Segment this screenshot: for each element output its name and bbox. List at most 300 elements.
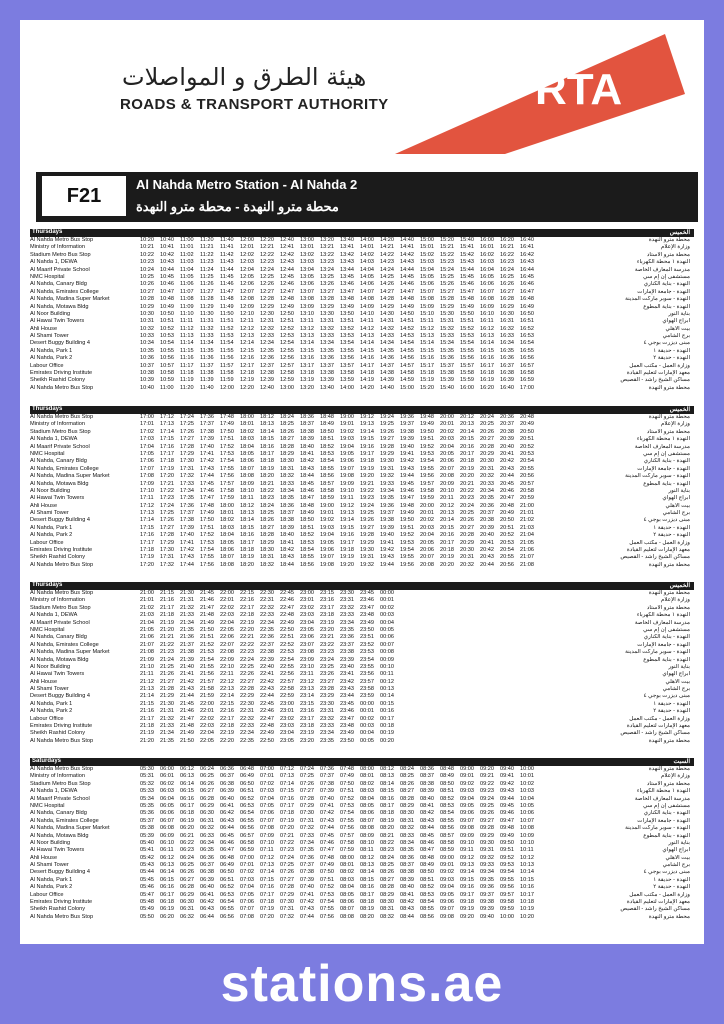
departure-time: 11:56: [220, 355, 234, 362]
departure-time: 06:56: [220, 913, 234, 920]
departure-time: 12:32: [260, 325, 274, 332]
stop-name: Al Nahda Metro Bus Stop: [30, 384, 94, 391]
departure-time: 12:29: [260, 303, 274, 310]
departure-time: 17:09: [140, 480, 154, 487]
departure-time: 09:47: [500, 817, 514, 824]
departure-time: 18:39: [300, 436, 314, 443]
departure-time: 18:31: [280, 465, 294, 472]
departure-time: 14:49: [400, 303, 414, 310]
stop-name-arabic: محطة مترو الاستاد: [646, 604, 690, 611]
table-row: [30, 730, 694, 737]
departure-time: 11:37: [200, 362, 214, 369]
departure-time: 20:34: [480, 487, 494, 494]
table-row: [30, 414, 694, 421]
departure-time: 17:44: [180, 561, 194, 568]
departure-time: 22:01: [220, 597, 234, 604]
departure-time: 09:06: [440, 899, 454, 906]
departure-time: 20:32: [480, 473, 494, 480]
departure-time: 06:39: [200, 876, 214, 883]
departure-time: 13:03: [300, 259, 314, 266]
departure-time: 11:43: [220, 259, 234, 266]
departure-time: 19:50: [400, 517, 414, 524]
departure-time: 07:35: [300, 847, 314, 854]
departure-time: 14:14: [360, 340, 374, 347]
departure-times: [140, 554, 560, 561]
departure-time: 09:41: [500, 773, 514, 780]
departure-time: 23:53: [360, 649, 374, 656]
departure-time: 17:37: [200, 421, 214, 428]
departure-time: 20:48: [520, 414, 534, 420]
departure-time: 14:52: [400, 325, 414, 332]
departure-time: 06:10: [160, 839, 174, 846]
departure-time: 10:15: [520, 876, 534, 883]
departure-time: 06:23: [180, 847, 194, 854]
departure-time: 20:13: [440, 510, 454, 517]
departure-time: 17:17: [140, 539, 154, 546]
departure-time: 14:40: [400, 237, 414, 243]
departure-time: 17:18: [160, 458, 174, 465]
table-row: [30, 532, 694, 539]
departure-time: 06:28: [200, 795, 214, 802]
departure-times: [140, 701, 560, 708]
departure-time: 20:43: [500, 465, 514, 472]
stop-name: Sheikh Rashid Colony: [30, 906, 86, 913]
departure-times: [140, 847, 560, 854]
departure-time: 12:53: [280, 333, 294, 340]
departure-time: 09:51: [500, 847, 514, 854]
departure-times: [140, 289, 560, 296]
departure-time: 22:02: [220, 604, 234, 611]
departure-time: 18:40: [300, 443, 314, 450]
departure-time: 23:45: [360, 590, 374, 596]
departure-time: 07:50: [340, 780, 354, 787]
departure-time: 11:59: [220, 377, 234, 384]
stop-name-arabic: النهدة - حديقة ٢: [653, 532, 690, 539]
stop-name: Al Noor Building: [30, 663, 71, 670]
departure-time: 06:26: [180, 869, 194, 876]
departure-time: 08:43: [400, 906, 414, 913]
departure-time: 21:06: [140, 634, 154, 641]
departure-time: 21:37: [180, 641, 194, 648]
departure-time: 18:06: [240, 458, 254, 465]
table-row: [30, 862, 694, 869]
departure-time: 05:45: [140, 876, 154, 883]
departure-time: 15:03: [420, 259, 434, 266]
departure-time: 21:38: [180, 649, 194, 656]
departure-time: 22:03: [200, 723, 214, 730]
departure-time: 22:25: [240, 663, 254, 670]
departure-time: 18:48: [300, 502, 314, 509]
departure-time: 11:02: [180, 251, 194, 258]
departure-time: 07:26: [280, 869, 294, 876]
departure-time: 17:28: [180, 443, 194, 450]
departure-time: 17:58: [220, 487, 234, 494]
departure-time: 19:09: [340, 480, 354, 487]
departure-time: 11:40: [200, 384, 214, 391]
departure-time: 18:18: [240, 547, 254, 554]
departure-time: 21:17: [160, 604, 174, 611]
departure-time: 09:30: [480, 839, 494, 846]
departure-time: 07:28: [300, 795, 314, 802]
departure-time: 20:11: [440, 495, 454, 502]
departure-time: 09:29: [480, 832, 494, 839]
departure-time: 07:02: [260, 780, 274, 787]
departure-time: 08:27: [380, 876, 394, 883]
departure-time: 11:25: [200, 273, 214, 280]
departure-time: 14:11: [360, 318, 374, 325]
departure-time: 22:46: [280, 597, 294, 604]
departure-time: 20:04: [440, 443, 454, 450]
departure-time: 23:32: [320, 715, 334, 722]
departure-time: 12:19: [240, 377, 254, 384]
departure-time: 17:55: [220, 465, 234, 472]
departure-time: 13:35: [320, 347, 334, 354]
departure-time: 10:54: [160, 340, 174, 347]
departure-time: 10:50: [160, 310, 174, 317]
departure-time: 15:49: [460, 303, 474, 310]
departure-time: 23:38: [340, 649, 354, 656]
departure-time: 06:14: [160, 869, 174, 876]
departure-time: 22:22: [240, 641, 254, 648]
departure-time: 20:52: [500, 532, 514, 539]
departure-time: 07:15: [260, 876, 274, 883]
day-label-arabic: الخميس: [669, 583, 690, 589]
departure-time: 14:21: [380, 244, 394, 251]
departure-time: 08:15: [380, 788, 394, 795]
departure-time: 14:12: [360, 325, 374, 332]
departure-time: 22:56: [280, 671, 294, 678]
departure-time: 07:54: [340, 810, 354, 817]
departure-time: 09:52: [500, 854, 514, 861]
departure-time: 10:24: [140, 266, 154, 273]
departure-time: 15:36: [440, 355, 454, 362]
departure-time: 09:08: [460, 825, 474, 832]
departure-time: 15:40: [460, 237, 474, 243]
departure-time: 07:40: [300, 884, 314, 891]
stop-name: Al Noor Building: [30, 310, 71, 317]
departure-time: 23:48: [340, 723, 354, 730]
departure-time: 17:50: [220, 428, 234, 435]
departure-time: 13:17: [300, 362, 314, 369]
stop-name-arabic: محطة مترو النهدة: [648, 590, 690, 596]
departure-time: 18:22: [260, 487, 274, 494]
departure-time: 22:30: [260, 590, 274, 596]
stop-name: Al Nahda, Madina Super Market: [30, 473, 110, 480]
departure-time: 20:04: [420, 532, 434, 539]
stop-name-arabic: محطة مترو النهدة: [648, 384, 690, 391]
stop-name: Labour Office: [30, 362, 64, 369]
departure-time: 12:04: [240, 266, 254, 273]
departure-times: [140, 363, 560, 370]
departure-time: 06:20: [180, 825, 194, 832]
table-row: [30, 421, 694, 428]
stop-name: Al Nahda 1, DEWA: [30, 612, 78, 619]
departure-time: 22:04: [220, 619, 234, 626]
table-row: [30, 355, 694, 362]
departure-time: 19:45: [400, 480, 414, 487]
departure-time: 11:00: [160, 384, 174, 391]
departure-time: 18:30: [260, 547, 274, 554]
departure-time: 09:56: [500, 884, 514, 891]
table-row: [30, 363, 694, 370]
section-day-header: [30, 406, 694, 414]
departure-time: 21:59: [200, 693, 214, 700]
departure-time: 13:07: [300, 288, 314, 295]
departure-time: 17:56: [200, 561, 214, 568]
departure-time: 15:25: [440, 273, 454, 280]
stop-name: NMC Hospital: [30, 626, 65, 633]
departure-time: 18:02: [220, 517, 234, 524]
departure-time: 11:08: [180, 296, 194, 303]
departure-time: 17:03: [140, 436, 154, 443]
departure-time: 22:33: [260, 612, 274, 619]
departure-time: 11:21: [200, 244, 214, 251]
departure-time: 18:24: [260, 502, 274, 509]
departure-time: 18:01: [240, 421, 254, 428]
departure-time: 16:24: [500, 266, 514, 273]
departure-time: 18:32: [260, 561, 274, 568]
departure-time: 07:56: [340, 825, 354, 832]
departure-time: 20:49: [520, 421, 534, 428]
departure-time: 17:43: [180, 554, 194, 561]
departure-times: [140, 693, 560, 700]
departure-time: 10:47: [160, 288, 174, 295]
departure-time: 21:11: [140, 671, 154, 678]
departure-time: 07:38: [300, 869, 314, 876]
departure-time: 14:28: [380, 296, 394, 303]
departure-time: 07:07: [260, 817, 274, 824]
stop-name-arabic: أبراج الهواي: [662, 318, 690, 325]
departure-times: [140, 517, 560, 524]
departure-time: 09:07: [460, 817, 474, 824]
departure-time: 22:34: [260, 619, 274, 626]
departure-time: 16:37: [500, 362, 514, 369]
departure-time: 21:02: [140, 604, 154, 611]
departure-time: 21:28: [160, 686, 174, 693]
departure-time: 07:37: [300, 862, 314, 869]
departure-time: 19:00: [320, 502, 334, 509]
departure-time: 09:05: [440, 891, 454, 898]
departure-time: 13:21: [320, 244, 334, 251]
departure-time: 23:03: [300, 612, 314, 619]
departure-time: 00:04: [380, 619, 394, 626]
departure-time: 19:03: [340, 436, 354, 443]
departure-time: 12:37: [260, 362, 274, 369]
departure-time: 00:05: [360, 737, 374, 744]
departure-times: [140, 716, 560, 723]
departure-times: [140, 730, 560, 737]
departure-time: 10:16: [520, 884, 534, 891]
departure-time: 08:41: [400, 891, 414, 898]
departure-time: 08:51: [420, 876, 434, 883]
departure-time: 14:07: [360, 288, 374, 295]
departure-time: 14:17: [360, 362, 374, 369]
departure-time: 22:00: [200, 700, 214, 707]
departure-time: 19:05: [320, 539, 334, 546]
departure-time: 07:47: [320, 847, 334, 854]
stop-name-arabic: محطة مترو النهدة: [648, 237, 690, 243]
departure-time: 08:28: [400, 795, 414, 802]
departure-time: 07:19: [280, 817, 294, 824]
stop-name-arabic: وزارة الإعلام: [660, 597, 690, 604]
table-row: [30, 693, 694, 700]
table-row: [30, 642, 694, 649]
departure-time: 19:19: [340, 554, 354, 561]
departure-time: 07:42: [300, 899, 314, 906]
departure-time: 16:12: [480, 325, 494, 332]
departure-time: 18:17: [260, 450, 274, 457]
departure-time: 09:03: [440, 876, 454, 883]
departure-time: 22:40: [260, 663, 274, 670]
stop-name-arabic: محطة مترو النهدة: [648, 737, 690, 744]
departure-time: 07:05: [240, 891, 254, 898]
table-row: [30, 833, 694, 840]
departure-time: 07:48: [320, 854, 334, 861]
departure-time: 11:11: [180, 318, 194, 325]
departure-time: 12:31: [260, 318, 274, 325]
departure-time: 23:30: [340, 590, 354, 596]
departure-times: [140, 634, 560, 641]
departure-time: 08:13: [360, 862, 374, 869]
departure-time: 20:12: [440, 502, 454, 509]
departure-time: 16:13: [480, 333, 494, 340]
departure-time: 17:06: [140, 458, 154, 465]
table-row: [30, 634, 694, 641]
departure-time: 09:54: [500, 869, 514, 876]
departure-time: 17:54: [200, 547, 214, 554]
departure-time: 15:11: [420, 318, 434, 325]
departure-time: 15:34: [440, 340, 454, 347]
departure-time: 23:55: [360, 663, 374, 670]
departure-time: 16:17: [480, 362, 494, 369]
departure-time: 22:47: [280, 604, 294, 611]
departure-time: 07:39: [300, 876, 314, 883]
stop-name: Al Nahda, Park 1: [30, 876, 73, 883]
stop-name: Al Nahda, Madina Super Market: [30, 649, 110, 656]
departure-time: 08:32: [380, 913, 394, 920]
departure-time: 09:40: [500, 766, 514, 772]
departure-time: 08:26: [380, 869, 394, 876]
departure-time: 19:19: [360, 465, 374, 472]
departure-time: 23:56: [360, 671, 374, 678]
stop-name-arabic: محطة مترو الاستاد: [646, 780, 690, 787]
departure-time: 09:18: [460, 899, 474, 906]
departure-time: 17:56: [220, 473, 234, 480]
departure-time: 15:44: [460, 266, 474, 273]
departure-time: 11:14: [180, 340, 194, 347]
departure-time: 21:03: [140, 612, 154, 619]
departure-time: 23:49: [360, 619, 374, 626]
departure-time: 13:06: [300, 281, 314, 288]
departure-times: [140, 906, 560, 913]
stop-name: Al Nahda Metro Bus Stop: [30, 590, 94, 596]
departure-time: 12:11: [240, 318, 254, 325]
table-row: [30, 458, 694, 465]
departure-time: 20:58: [520, 487, 534, 494]
table-row: [30, 716, 694, 723]
departure-time: 16:31: [500, 318, 514, 325]
departure-time: 23:39: [340, 656, 354, 663]
departure-time: 12:46: [280, 281, 294, 288]
table-row: [30, 562, 694, 569]
departure-time: 21:18: [160, 612, 174, 619]
departure-time: 08:12: [380, 766, 394, 772]
departure-time: 14:24: [380, 266, 394, 273]
departure-time: 11:03: [180, 259, 194, 266]
departure-time: 08:05: [360, 802, 374, 809]
departure-times: [140, 620, 560, 627]
stop-name: Al Nahda, Motawa Bldg: [30, 656, 89, 663]
departure-time: 11:20: [180, 384, 194, 391]
departure-time: 16:35: [500, 347, 514, 354]
departure-time: 07:10: [260, 839, 274, 846]
departure-time: 10:56: [160, 355, 174, 362]
departure-time: 22:34: [240, 730, 254, 737]
stop-name-arabic: وزارة العمل - مكتب العمل: [629, 715, 690, 722]
departure-time: 18:28: [260, 532, 274, 539]
departure-time: 08:33: [400, 832, 414, 839]
departure-time: 22:38: [260, 649, 274, 656]
departure-time: 07:18: [260, 899, 274, 906]
departure-time: 11:17: [180, 362, 194, 369]
route-name-english: Al Nahda Metro Station - Al Nahda 2: [136, 177, 358, 192]
departure-time: 19:49: [400, 510, 414, 517]
departure-time: 14:29: [380, 303, 394, 310]
departure-time: 23:05: [300, 626, 314, 633]
stop-name: Ministry of Information: [30, 421, 86, 428]
departure-time: 15:40: [440, 384, 454, 391]
stop-name: Al Nahda, Park 2: [30, 708, 73, 715]
departure-time: 22:15: [220, 700, 234, 707]
departure-time: 19:23: [360, 495, 374, 502]
departure-time: 10:33: [140, 333, 154, 340]
departure-time: 21:22: [160, 641, 174, 648]
departure-time: 19:26: [360, 517, 374, 524]
departure-time: 06:04: [160, 795, 174, 802]
departure-time: 16:26: [500, 281, 514, 288]
departure-time: 22:05: [200, 737, 214, 744]
departure-time: 23:19: [300, 730, 314, 737]
departure-time: 22:15: [240, 590, 254, 596]
departure-time: 17:32: [180, 473, 194, 480]
departure-time: 13:15: [300, 347, 314, 354]
departure-time: 23:41: [340, 671, 354, 678]
departure-time: 15:39: [440, 377, 454, 384]
departure-time: 18:55: [320, 465, 334, 472]
departure-time: 19:32: [380, 473, 394, 480]
departure-time: 13:39: [320, 377, 334, 384]
departure-time: 08:06: [360, 810, 374, 817]
table-row: [30, 657, 694, 664]
departure-time: 06:44: [200, 913, 214, 920]
departure-time: 12:21: [260, 244, 274, 251]
departure-time: 11:46: [220, 281, 234, 288]
departure-time: 13:26: [320, 281, 334, 288]
section-day-header: [30, 758, 694, 766]
stop-name-arabic: النهدة - حديقة ١: [653, 347, 690, 354]
departure-time: 23:26: [320, 671, 334, 678]
table-row: [30, 855, 694, 862]
departure-time: 22:16: [220, 708, 234, 715]
table-row: [30, 311, 694, 318]
departure-time: 23:02: [300, 604, 314, 611]
departure-time: 11:47: [220, 288, 234, 295]
departure-time: 15:00: [420, 237, 434, 243]
departure-time: 13:56: [340, 355, 354, 362]
departure-time: 19:04: [320, 532, 334, 539]
departure-time: 06:22: [180, 839, 194, 846]
departure-time: 11:16: [180, 355, 194, 362]
